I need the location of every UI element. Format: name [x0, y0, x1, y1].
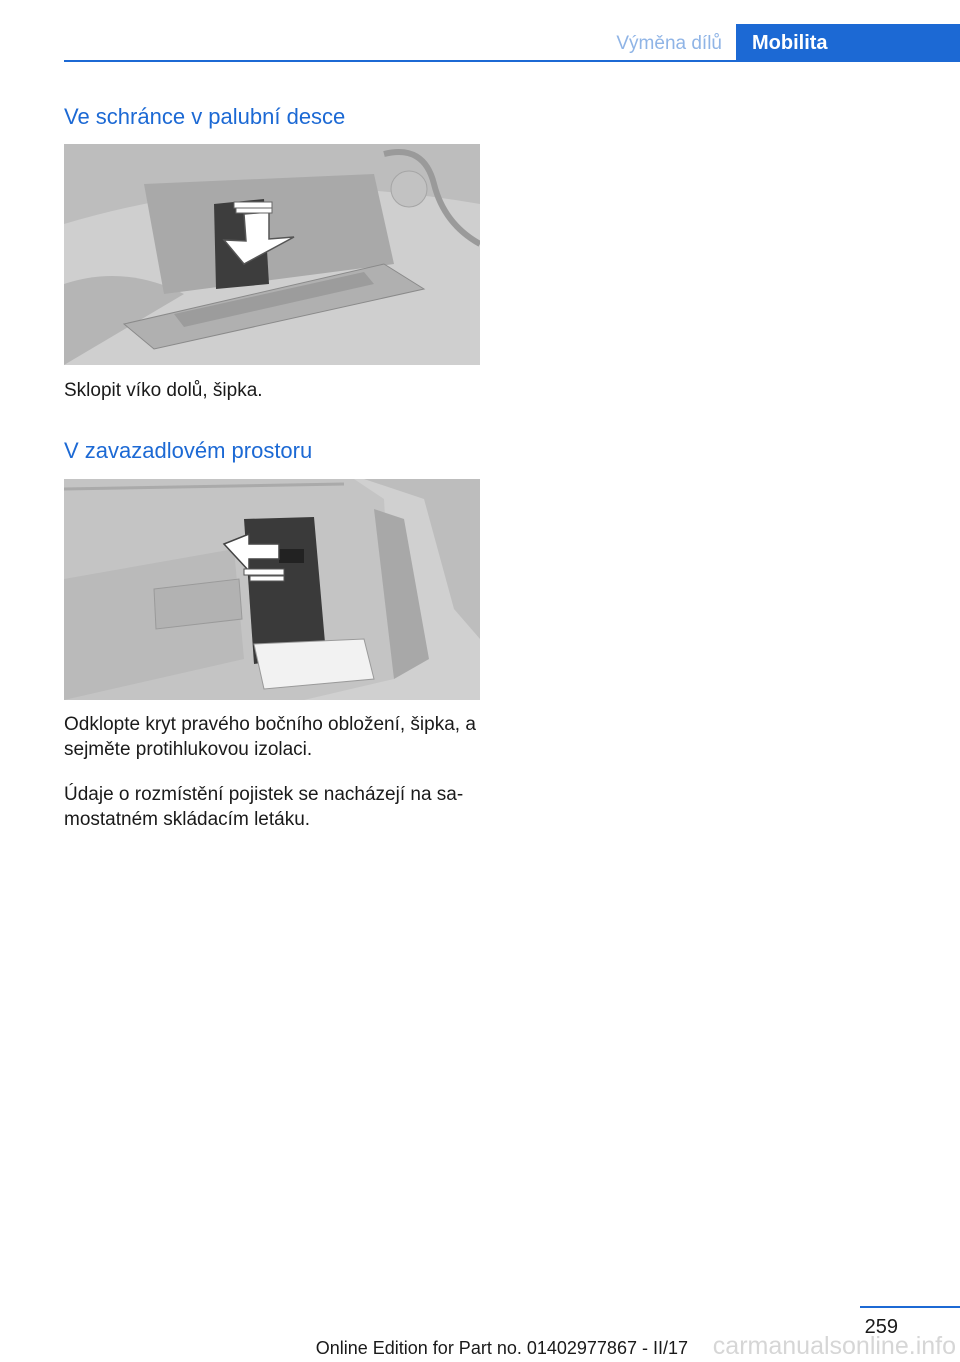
header-section-tab[interactable]: Výměna dílů: [616, 33, 722, 54]
footer-rule: [860, 1306, 960, 1308]
trunk-illustration: [64, 479, 480, 700]
heading-glovebox: Ve schránce v palubní desce: [64, 104, 346, 129]
glovebox-illustration: [64, 144, 480, 365]
fuse-info-note: Údaje o rozmístění pojistek se nacházejí na sa-mostatném skládacím letáku.: [64, 784, 464, 830]
page-number: 259: [864, 1316, 898, 1338]
heading-trunk: V zavazadlovém prostoru: [64, 438, 313, 463]
glovebox-caption: Sklopit víko dolů, šipka.: [64, 380, 263, 401]
watermark: carmanualsonline.info: [712, 1332, 956, 1360]
trunk-caption: Odklopte kryt pravého bočního obložení, šipka, a sejměte protihlukovou izolaci.: [64, 714, 476, 760]
edition-line: Online Edition for Part no. 01402977867 - II/17: [315, 1338, 688, 1358]
header-chapter-tab[interactable]: Mobilita: [736, 24, 960, 62]
